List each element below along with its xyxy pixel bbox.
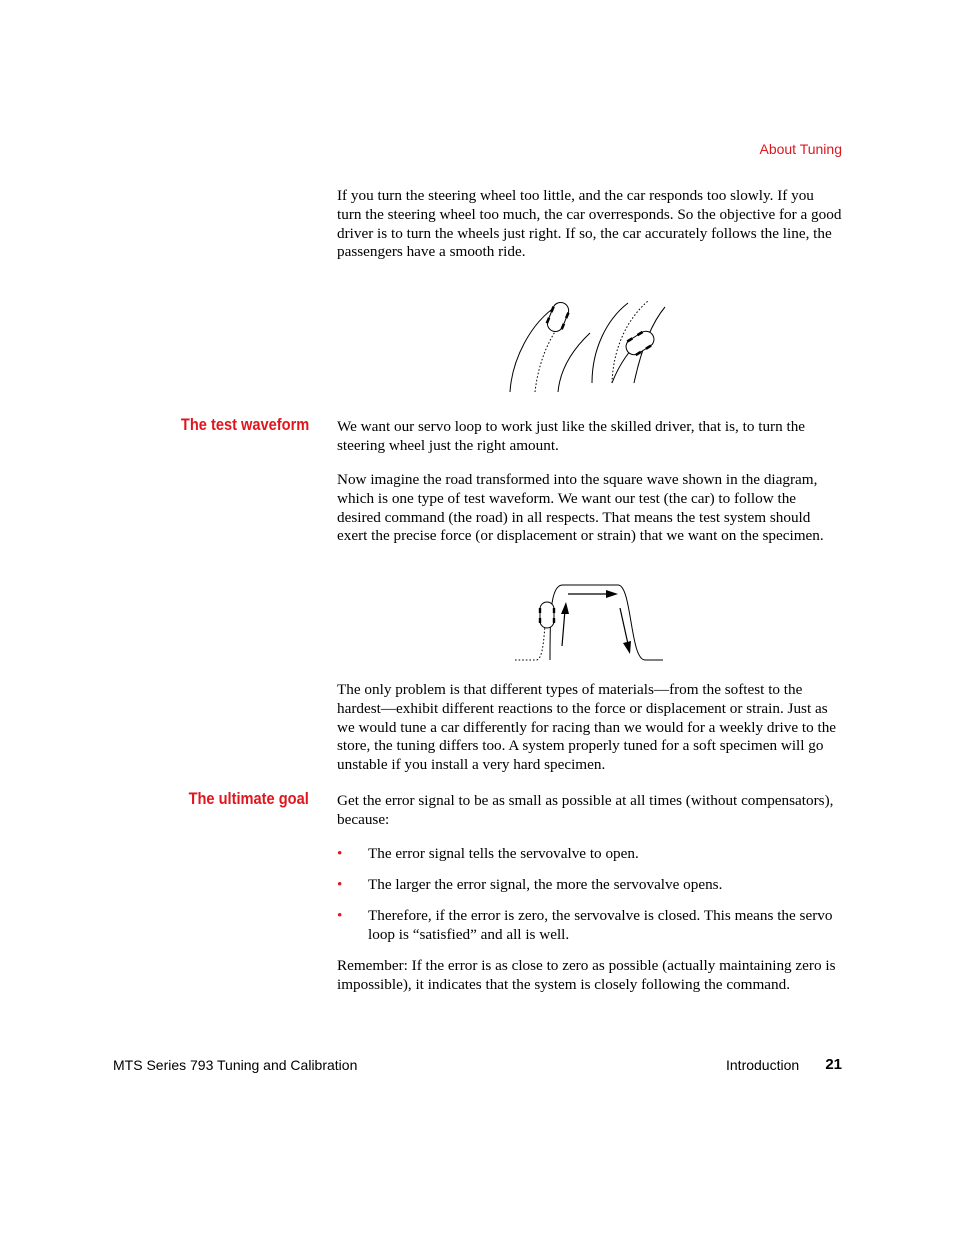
list-item [337, 876, 842, 895]
bullet-icon: • [337, 907, 343, 925]
bullet-icon: • [337, 876, 343, 894]
list-item [337, 907, 842, 945]
footer-section-name: Introduction [726, 1057, 800, 1073]
arrow-up-icon [561, 602, 569, 646]
car-icon-left [545, 300, 571, 334]
list-item-text: The larger the error signal, the more the servovalve opens. [368, 876, 723, 894]
road-curve-figure [500, 295, 675, 395]
car-icon-waveform [540, 602, 554, 628]
section-heading-test-waveform: The test waveform [180, 415, 309, 434]
bullet-icon: • [337, 845, 343, 862]
test-waveform-paragraph-2: Now imagine the road transformed into the square wave shown in the diagram, which is one type of test waveform. We want our test (the car) to follow the desired command (the road) in all respects. That means the test system should exert the precise force (or displacement or strain) that we want on the specimen. [337, 471, 824, 545]
test-waveform-paragraph-3: The only problem is that different types of materials—from the softest to the hardest—exhibit different reactions to the force or displacement or strain. Just as we would tune a car differently for racing than we would for a weekly drive to the store, the tuning differs too. A system properly tuned for a soft specimen will go unstable if you install a very hard specimen. [337, 681, 837, 774]
road-edge-right-a [592, 303, 628, 383]
list-item-text: Therefore, if the error is zero, the servovalve is closed. This means the servo loop is “satisfied” and all is well. [368, 907, 833, 944]
page-number: 21 [825, 1056, 842, 1073]
list-item-text: The error signal tells the servovalve to open. [368, 845, 639, 862]
ultimate-goal-bullet-list [337, 845, 842, 957]
footer-document-title: MTS Series 793 Tuning and Calibration [113, 1057, 358, 1073]
arrow-right-icon [568, 590, 618, 598]
ultimate-goal-closing: Remember: If the error is as close to zero as possible (actually maintaining zero is impossible), it indicates that the system is closely following the command. [337, 957, 836, 993]
intro-paragraph: If you turn the steering wheel too little, and the car responds too slowly. If you turn the steering wheel too much, the car overresponds. So the objective for a good driver is to turn the wheels just right. If so, the car accurately follows the line, the passengers have a smooth ride. [337, 187, 842, 261]
running-head: About Tuning [759, 141, 842, 157]
list-item [337, 845, 842, 864]
road-edge-middle [558, 333, 590, 392]
square-wave-figure [510, 578, 670, 666]
ultimate-goal-intro: Get the error signal to be as small as possible at all times (without compensators), because: [337, 792, 834, 828]
section-heading-ultimate-goal: The ultimate goal [188, 789, 309, 808]
test-waveform-paragraph-1: We want our servo loop to work just like the skilled driver, that is, to turn the steering wheel just the right amount. [337, 418, 806, 454]
